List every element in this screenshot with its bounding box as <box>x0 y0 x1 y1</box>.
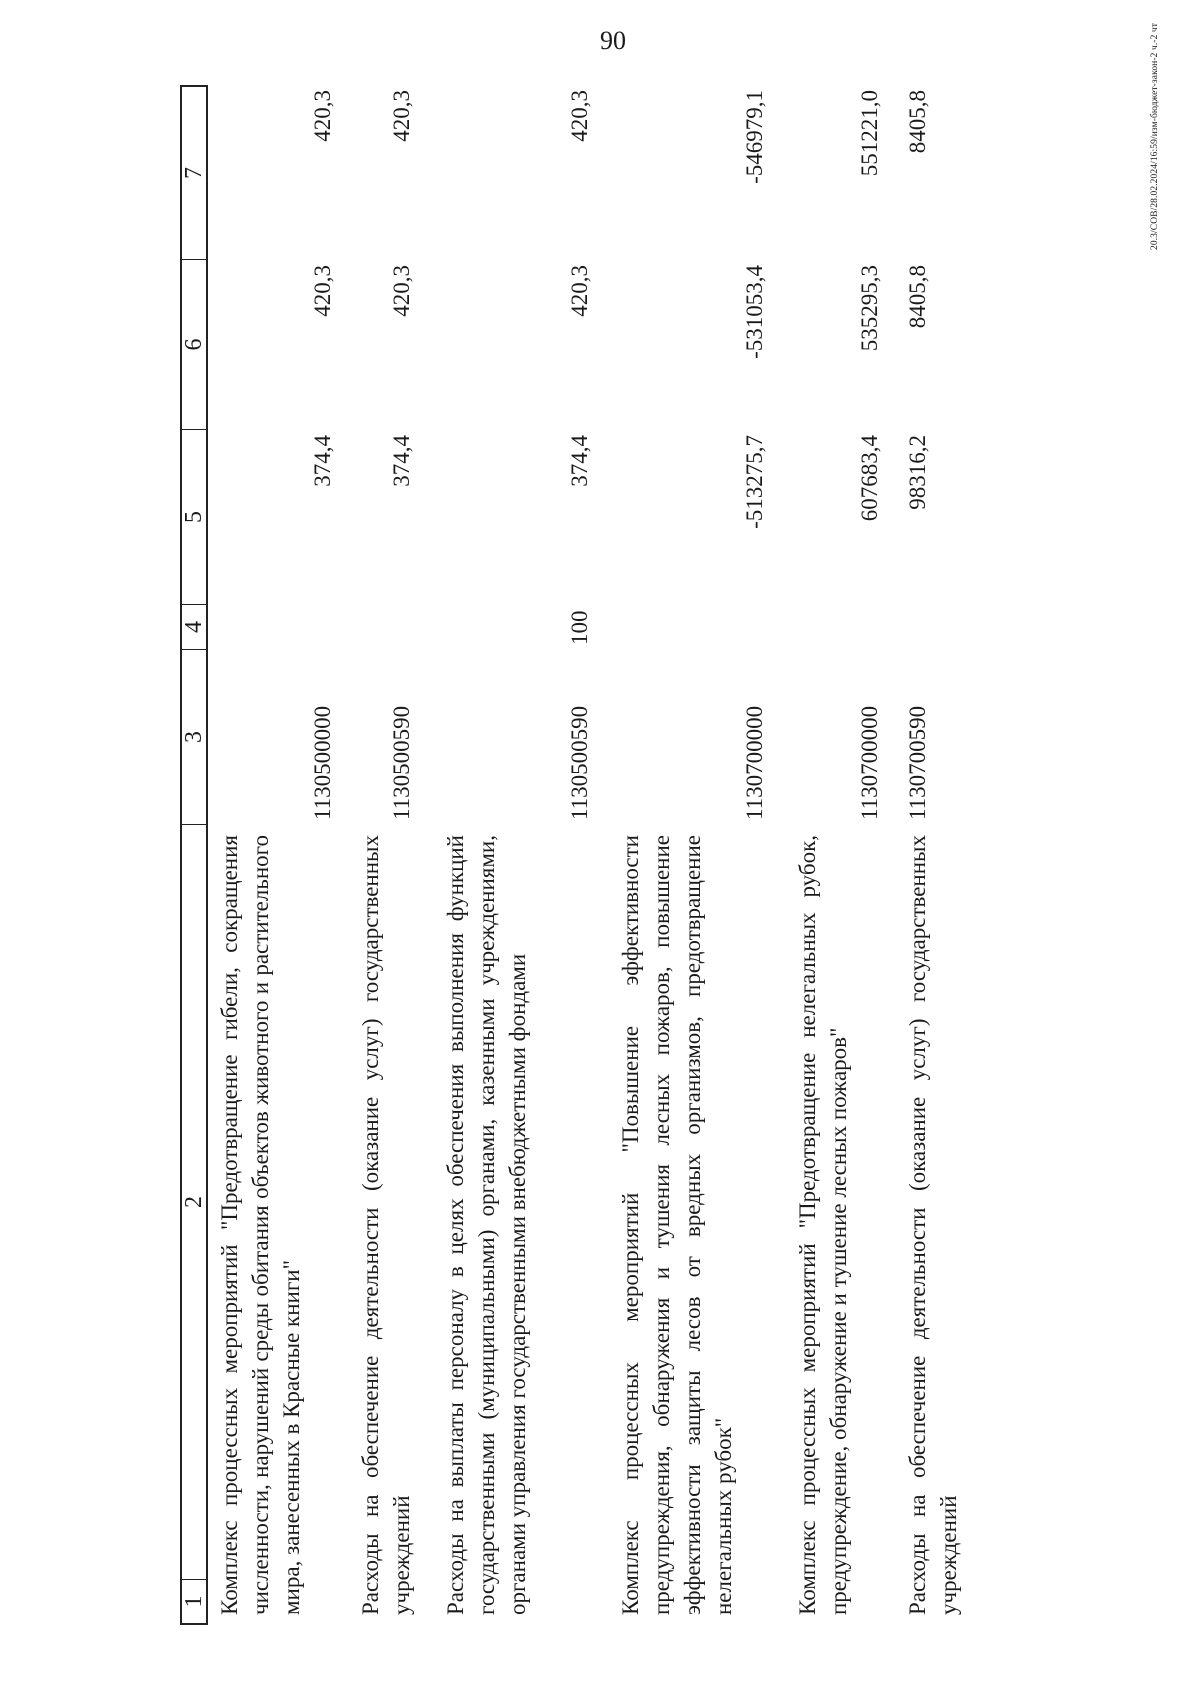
row-code: 1130700000 <box>857 705 882 820</box>
row-description: Комплекс процессных мероприятий "Повышение эффективности предупреждения, обнаружения и тушения лесных пожаров, повышение эффективности защиты лесов от вредных организмов, предотвращение нелегальных рубок" <box>618 835 736 1615</box>
row-code: 1130500000 <box>310 705 335 820</box>
row-value-col5: 374,4 <box>567 435 592 487</box>
row-value-col7: 420,3 <box>310 90 335 142</box>
row-value-col6: 420,3 <box>389 265 414 317</box>
row-value-col7: 420,3 <box>567 90 592 142</box>
header-col-7: 7 <box>182 85 206 260</box>
row-value-col6: 535295,3 <box>857 265 882 352</box>
row-description: Расходы на обеспечение деятельности (оказание услуг) государственных учреждений <box>358 835 414 1615</box>
budget-table <box>180 85 1040 1625</box>
header-col-2: 2 <box>182 825 206 1580</box>
row-value-col5: 374,4 <box>389 435 414 487</box>
row-value-col7: -546979,1 <box>742 90 767 184</box>
table-row <box>440 85 595 1625</box>
header-col-5: 5 <box>182 430 206 605</box>
row-value-col6: 420,3 <box>310 265 335 317</box>
table-header <box>180 85 208 1625</box>
row-description: Комплекс процессных мероприятий "Предотвращение нелегальных рубок, предупреждение, обнаружение и тушение лесных пожаров" <box>795 835 851 1615</box>
row-description: Расходы на выплаты персоналу в целях обеспечения выполнения функций государственными (муниципальными) органами, казенными учреждениями, органами управления государственными внебюджетными фондами <box>443 835 530 1615</box>
row-kind: 100 <box>567 610 592 645</box>
row-description: Расходы на обеспечение деятельности (оказание услуг) государственных учреждений <box>905 835 961 1615</box>
row-value-col6: 420,3 <box>567 265 592 317</box>
table-row <box>902 85 964 1625</box>
row-value-col6: 8405,8 <box>905 265 930 329</box>
row-value-col5: 374,4 <box>310 435 335 487</box>
row-value-col5: 98316,2 <box>905 435 930 510</box>
document-stamp: 20.3/СОВ/28.02.2024/16:59/изм-бюджет-закон-2 ч.-2 чт <box>1150 22 1160 250</box>
row-description: Комплекс процессных мероприятий "Предотвращение гибели, сокращения численности, нарушений среды обитания объектов животного и растительного мира, занесенных в Красные книги" <box>217 835 304 1615</box>
header-col-1: 1 <box>182 1580 206 1625</box>
row-code: 1130500590 <box>389 705 414 820</box>
row-value-col5: -513275,7 <box>742 435 767 529</box>
header-col-3: 3 <box>182 650 206 825</box>
header-col-6: 6 <box>182 260 206 430</box>
row-value-col5: 607683,4 <box>857 435 882 522</box>
row-code: 1130700000 <box>742 705 767 820</box>
table-row <box>355 85 417 1625</box>
page-number: 90 <box>600 26 626 55</box>
row-code: 1130500590 <box>567 705 592 820</box>
row-value-col7: 551221,0 <box>857 90 882 177</box>
row-value-col7: 8405,8 <box>905 90 930 154</box>
row-code: 1130700590 <box>905 705 930 820</box>
row-value-col7: 420,3 <box>389 90 414 142</box>
row-value-col6: -531053,4 <box>742 265 767 359</box>
table-row <box>615 85 770 1625</box>
header-col-4: 4 <box>182 605 206 650</box>
table-row <box>792 85 885 1625</box>
table-row <box>214 85 338 1625</box>
